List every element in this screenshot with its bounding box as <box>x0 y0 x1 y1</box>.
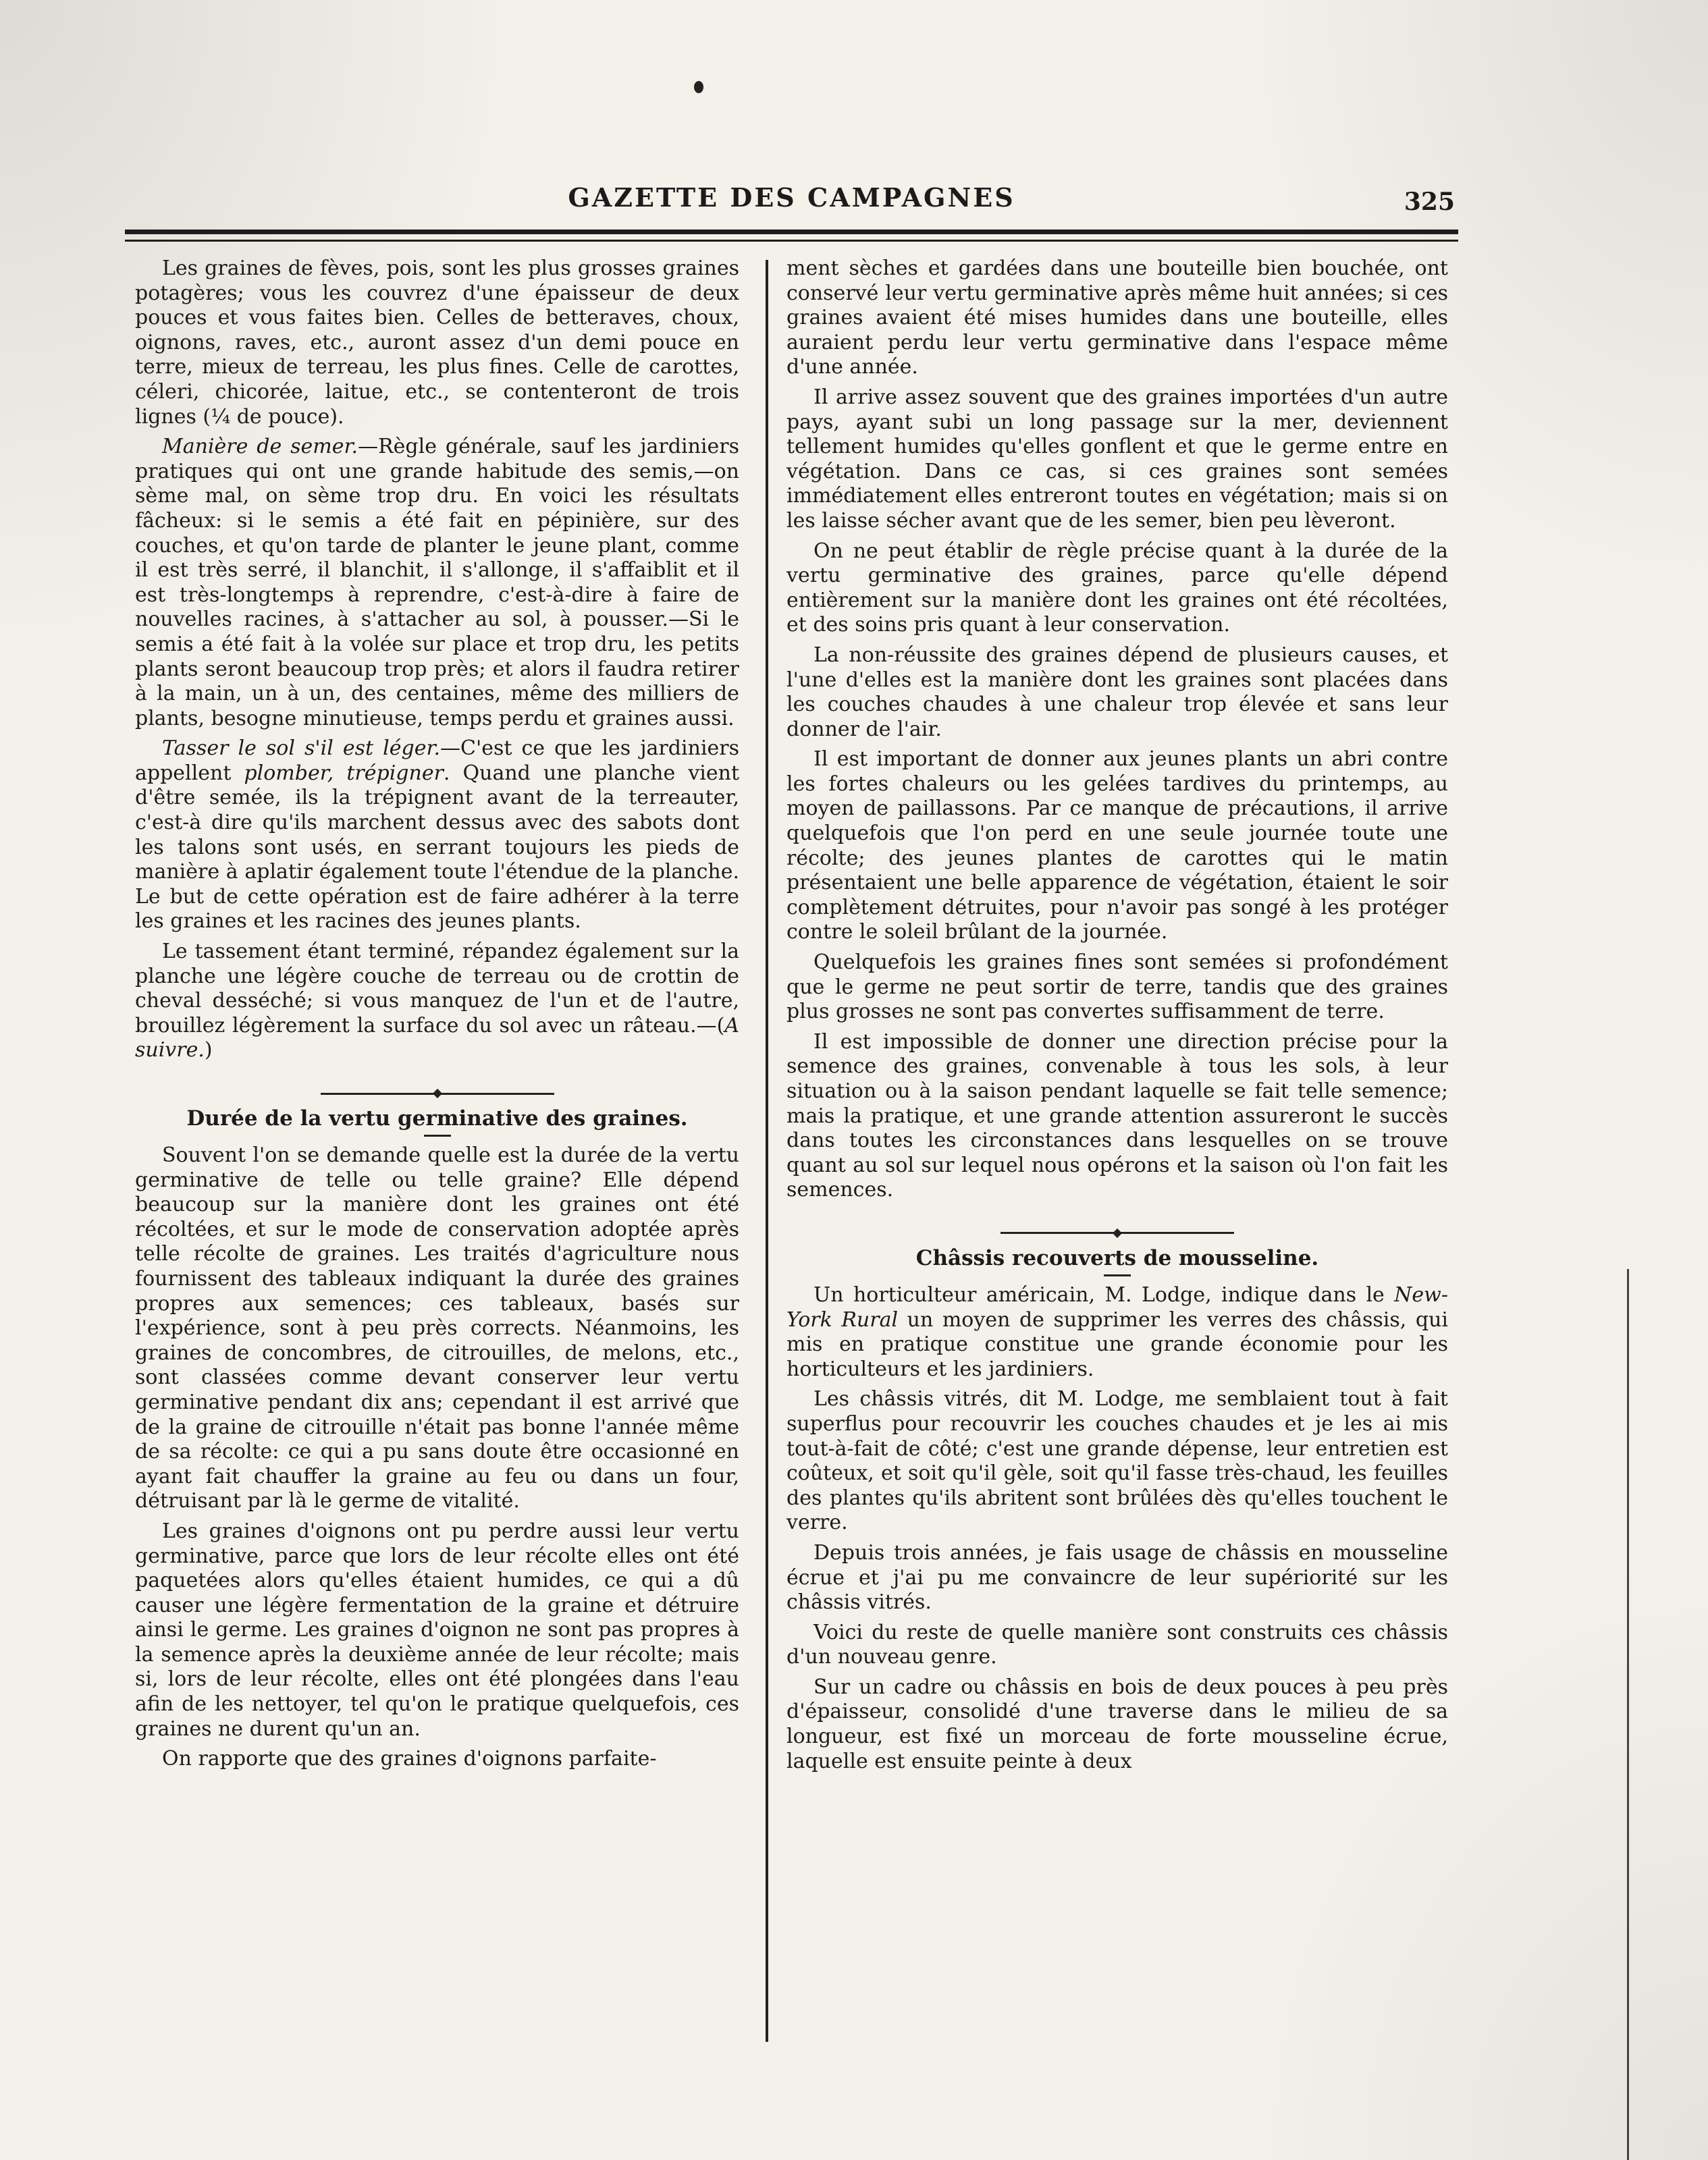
paragraph: Il est impossible de donner une direction précise pour la semence des graines, convenable à tous les sols, à leur situation ou à la saison pendant laquelle se fait telle semence; mais la pratique, et une grande attention assureront le succès dans toutes les circonstances dans lesquelles on se trouve quant au sol sur lequel nous opérons et la saison où l'on fait les semences. <box>786 1029 1448 1202</box>
section-separator <box>786 1220 1448 1231</box>
section-title: Durée de la vertu germinative des graines. <box>186 1106 688 1131</box>
section-separator <box>135 1081 739 1091</box>
paragraph: Tasser le sol s'il est léger.—C'est ce que les jardiniers appellent plomber, trépigner. Quand une planche vient d'être semée, ils la trépignent avant de la terreauter, c'est-à dire qu'ils marchent dessus avec des sabots dont les talons sont usés, en serrant toujours les pieds de manière à aplatir également toute l'étendue de la planche. Le but de cette opération est de faire adhérer à la terre les graines et les racines des jeunes plants. <box>135 736 739 934</box>
publication-title: GAZETTE DES CAMPAGNES <box>568 182 1015 213</box>
paragraph: Il arrive assez souvent que des graines importées d'un autre pays, ayant subi un long passage sur la mer, deviennent tellement humides qu'elles gonflent et que le germe entre en végétation. Dans ce cas, si ces graines sont semées immédiatement elles entreront toutes en végétation; mais si on les laisse sécher avant que de les semer, bien peu lèveront. <box>786 385 1448 533</box>
title-dash <box>1104 1274 1131 1276</box>
right-column <box>786 256 1448 1774</box>
paragraph: La non-réussite des graines dépend de plusieurs causes, et l'une d'elles est la manière dont les graines sont placées dans les couches chaudes à une chaleur trop élevée et sans leur donner de l'air. <box>786 643 1448 741</box>
paragraph: Un horticulteur américain, M. Lodge, indique dans le New-York Rural un moyen de supprimer les verres des châssis, qui mis en pratique constitue une grande économie pour les horticulteurs et les jardiniers. <box>786 1282 1448 1381</box>
header-rule-thin <box>125 240 1458 242</box>
paragraph-lead: Manière de semer. <box>162 435 358 459</box>
paragraph: Les graines d'oignons ont pu perdre aussi leur vertu germinative, parce que lors de leur récolte elles ont été paquetées alors qu'elles étaient humides, ce qui a dû causer une légère fermentation de la graine et détruire ainsi le germe. Les graines d'oignon ne sont pas propres à la semence après la deuxième année de leur récolte; mais si, lors de leur récolte, elles ont été plongées dans l'eau afin de les nettoyer, tel qu'on le pratique quelquefois, ces graines ne durent qu'un an. <box>135 1519 739 1741</box>
ink-dot <box>694 81 703 93</box>
paragraph: ment sèches et gardées dans une bouteille bien bouchée, ont conservé leur vertu germinative après même huit années; si ces graines avaient été mises humides dans une bouteille, elles auraient perdu leur vertu germinative dans l'espace même d'une année. <box>786 256 1448 379</box>
paragraph: Le tassement étant terminé, répandez également sur la planche une légère couche de terreau ou de crottin de cheval desséché; si vous manquez de l'un et de l'autre, brouillez légèrement la surface du sol avec un râteau.—(A suivre.) <box>135 940 739 1062</box>
title-dash <box>424 1135 451 1137</box>
paragraph: Souvent l'on se demande quelle est la durée de la vertu germinative de telle ou telle graine? Elle dépend beaucoup sur la manière dont les graines ont été récoltées, et sur le mode de conservation adoptée après telle récolte de graines. Les traités d'agriculture nous fournissent des tableaux indiquant la durée des graines propres aux semences; ces tableaux, basés sur l'expérience, sont à peu près corrects. Néanmoins, les graines de concombres, de citrouilles, de melons, etc., sont classées comme devant conserver leur vertu germinative pendant dix ans; cependant il est arrivé que de la graine de citrouille n'était pas bonne l'année même de sa récolte: ce qui a pu sans doute être occasionné en ayant fait chauffer la graine au feu ou dans un four, détruisant par là le germe de vitalité. <box>135 1143 739 1513</box>
paragraph: Manière de semer.—Règle générale, sauf les jardiniers pratiques qui ont une grande habitude des semis,—on sème mal, on sème trop dru. En voici les résultats fâcheux: si le semis a été fait en pépinière, sur des couches, et qu'on tarde de planter le jeune plant, comme il est très serré, il blanchit, il s'allonge, il s'affaiblit et il est très-longtemps à reprendre, c'est-à-dire à faire de nouvelles racines, à s'attacher au sol, à pousser.—Si le semis a été fait à la volée sur place et trop dru, les petits plants seront beaucoup trop près; et alors il faudra retirer à la main, un à un, des centaines, même des milliers de plants, besogne minutieuse, temps perdu et graines aussi. <box>135 435 739 730</box>
header-rule-thick <box>125 230 1458 234</box>
column-divider <box>766 260 768 2042</box>
paragraph: Voici du reste de quelle manière sont construits ces châssis d'un nouveau genre. <box>786 1620 1448 1669</box>
page-edge-line <box>1627 1269 1629 2160</box>
paragraph: Quelquefois les graines fines sont semées si profondément que le germe ne peut sortir de terre, tandis que des graines plus grosses ne sont pas convertes suffisamment de terre. <box>786 950 1448 1024</box>
paragraph: On ne peut établir de règle précise quant à la durée de la vertu germinative des graines, parce qu'elle dépend entièrement sur la manière dont les graines ont été récoltées, et des soins pris quant à leur conservation. <box>786 539 1448 637</box>
page-header <box>128 182 1455 223</box>
paragraph: Il est important de donner aux jeunes plants un abri contre les fortes chaleurs ou les gelées tardives du printemps, au moyen de paillassons. Par ce manque de précautions, il arrive quelquefois que l'on perd en une seule journée toute une récolte; des jeunes plantes de carottes qui le matin présentaient une belle apparence de végétation, étaient le soir complètement détruites, pour n'avoir pas songé à les protéger contre le soleil brûlant de la journée. <box>786 747 1448 944</box>
left-column <box>135 256 739 1772</box>
paragraph: Sur un cadre ou châssis en bois de deux pouces à peu près d'épaisseur, consolidé d'une traverse dans le milieu de sa longueur, est fixé un morceau de forte mousseline écrue, laquelle est ensuite peinte à deux <box>786 1675 1448 1773</box>
paragraph-lead: Tasser le sol s'il est léger. <box>162 736 441 761</box>
paragraph: Depuis trois années, je fais usage de châssis en mousseline écrue et j'ai pu me convaincre de leur supériorité sur les châssis vitrés. <box>786 1540 1448 1615</box>
page-number: 325 <box>1404 188 1455 216</box>
paragraph: Les châssis vitrés, dit M. Lodge, me semblaient tout à fait superflus pour recouvrir les couches chaudes et je les ai mis tout-à-fait de côté; c'est une grande dépense, leur entretien est coûteux, et soit qu'il gèle, soit qu'il fasse très-chaud, les feuilles des plantes qu'ils abritent sont brûlées dès qu'elles touchent le verre. <box>786 1387 1448 1535</box>
paragraph: On rapporte que des graines d'oignons parfaite- <box>162 1747 657 1771</box>
paragraph: Les graines de fèves, pois, sont les plus grosses graines potagères; vous les couvrez d'une épaisseur de deux pouces et vous faites bien. Celles de betteraves, choux, oignons, raves, etc., auront assez d'un demi pouce en terre, mieux de terreau, les plus fines. Celle de carottes, céleri, chicorée, laitue, etc., se contenteront de trois lignes (¼ de pouce). <box>135 256 739 429</box>
section-title: Châssis recouverts de mousseline. <box>915 1245 1319 1270</box>
